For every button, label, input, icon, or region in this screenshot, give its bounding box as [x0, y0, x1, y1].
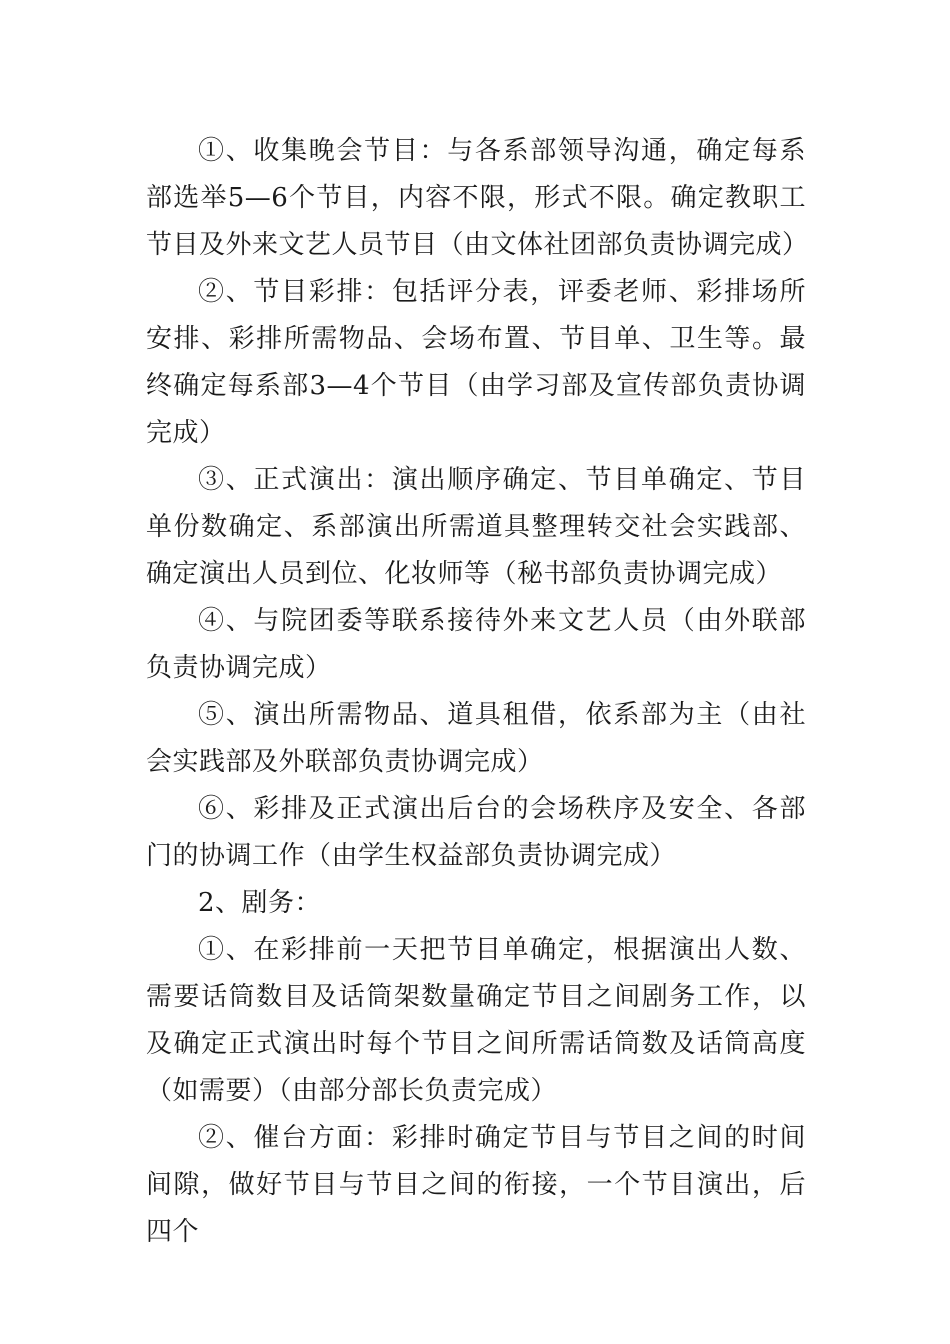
paragraph-microphone-setup: ①、在彩排前一天把节目单确定，根据演出人数、需要话筒数目及话筒架数量确定节目之间剧务工作，以及确定正式演出时每个节目之间所需话筒数及话筒高度（如需要）（由部分部长负责完成） — [146, 935, 806, 1106]
paragraph-props-rental: ⑤、演出所需物品、道具租借，依系部为主（由社会实践部及外联部负责协调完成） — [146, 700, 806, 777]
paragraph-guest-reception: ④、与院团委等联系接待外来文艺人员（由外联部负责协调完成） — [146, 606, 806, 683]
document-body — [146, 128, 809, 1256]
paragraph-rehearsal: ②、节目彩排：包括评分表，评委老师、彩排场所安排、彩排所需物品、会场布置、节目单、卫生等。最终确定每系部3—4个节目（由学习部及宣传部负责协调完成） — [146, 277, 806, 448]
paragraph-official-performance: ③、正式演出：演出顺序确定、节目单确定、节目单份数确定、系部演出所需道具整理转交社会实践部、确定演出人员到位、化妆师等（秘书部负责协调完成） — [146, 465, 806, 589]
paragraph-backstage-order: ⑥、彩排及正式演出后台的会场秩序及安全、各部门的协调工作（由学生权益部负责协调完成） — [146, 794, 806, 871]
paragraph-stage-cueing: ②、催台方面：彩排时确定节目与节目之间的时间间隙，做好节目与节目之间的衔接，一个节目演出，后四个 — [146, 1123, 806, 1247]
paragraph-program-collection: ①、收集晚会节目：与各系部领导沟通，确定每系部选举5—6个节目，内容不限，形式不限。确定教职工节目及外来文艺人员节目（由文体社团部负责协调完成） — [146, 136, 809, 260]
section-heading-stage-affairs: 2、剧务： — [198, 888, 322, 918]
